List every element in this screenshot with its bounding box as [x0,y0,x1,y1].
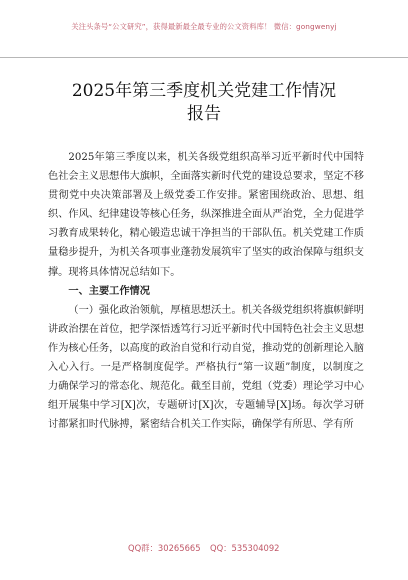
qq-contact-text: QQ：535304092 [210,543,280,553]
header-banner [0,4,408,58]
promo-banner-text: 关注头条号“公文研究”，获得最新最全最专业的公文资料库！ 微信：gongwenyj [71,22,337,31]
intro-paragraph: 2025年第三季度以来，机关各级党组织高举习近平新时代中国特色社会主义思想伟大旗帜，全面落实新时代党的建设总要求，坚定不移贯彻党中央决策部署及上级党委工作安排。紧密围绕政治、思想、组织、作风、纪律建设等核心任务，纵深推进全面从严治党，全力促进学习教育成果转化，精心锻造忠诚干净担当的干部队伍。机关党建工作质量稳步提升，为机关各项事业蓬勃发展筑牢了坚实的政治保障与组织支撑。现将具体情况总结如下。 [48,152,364,278]
section-heading: 一、主要工作情况 [68,285,150,297]
document-title-line1: 2025年第三季度机关党建工作情况 [71,81,337,101]
document-title [0,80,408,126]
section-paragraph: （一）强化政治领航，厚植思想沃土。机关各级党组织将旗帜鲜明讲政治摆在首位，把学深悟透笃行习近平新时代中国特色社会主义思想作为核心任务，以高度的政治自觉和行动自觉，推动党的创新理论入脑入心入行。一是严格制度促学。严格执行“第一议题”制度，以制度之力确保学习的常态化、规范化。截至目前，党组（党委）理论学习中心组开展集中学习[X]次，专题研讨[X]次，专题辅导[X]场。每次学习研讨都紧扣时代脉搏，紧密结合机关工作实际，确保学有所思、学有所 [48,304,364,431]
footer [0,542,408,572]
document-body [48,148,364,434]
document-title-line2: 报告 [187,104,221,124]
qq-group-text: QQ群：30265665 [128,543,201,553]
